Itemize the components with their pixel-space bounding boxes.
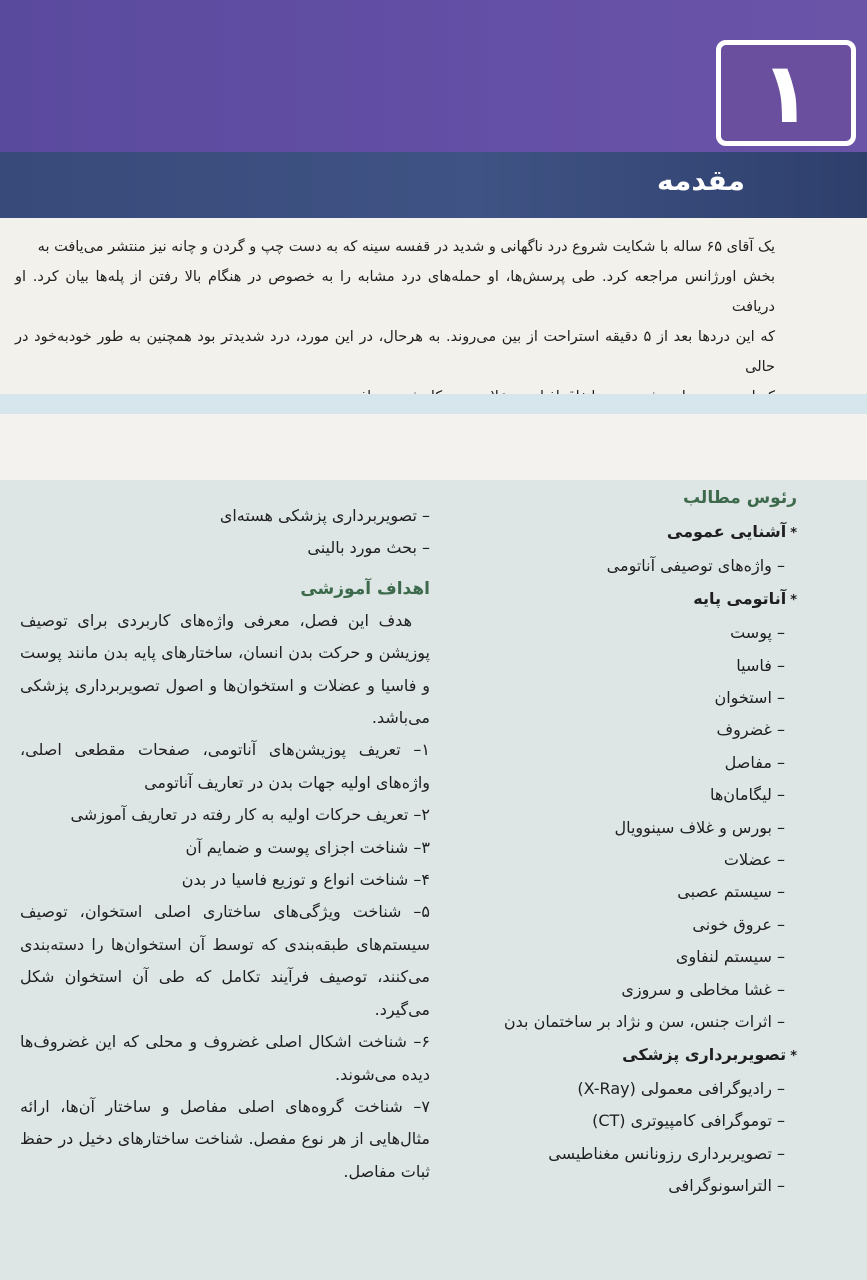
chapter-title-band <box>0 152 867 218</box>
outline-section: *تصویربرداری پزشکی <box>622 1044 797 1064</box>
case-line: بخش اورژانس مراجعه کرد. طی پرسش‌ها، او حمله‌های درد مشابه را به خصوص در هنگام بالا رفتن از پله‌ها بیان کرد. او دریافت <box>15 269 775 315</box>
objectives-heading: اهداف آموزشی <box>300 578 430 599</box>
outline-section: *آناتومی پایه <box>693 588 797 608</box>
outline-column <box>467 488 797 1203</box>
case-line: که این دردها بعد از ۵ دقیقه استراحت از بین می‌روند. به هرحال، در این مورد، درد شدیدتر بود همچنین به طور خودبه‌خود در حالی <box>15 329 775 375</box>
outline-item: – تصویربرداری رزونانس مغناطیسی <box>548 1143 785 1163</box>
objective-item: ۶– شناخت اشکال اصلی غضروف و محلی که این غضروف‌ها دیده می‌شوند. <box>20 1032 430 1084</box>
outline-item: – سیستم لنفاوی <box>675 947 785 967</box>
objective-item: ۷– شناخت گروه‌های اصلی مفاصل و ساختار آن‌ها، ارائه مثال‌هایی از هر نوع مفصل. شناخت ساختارهای دخیل در حفظ ثبات مفاصل. <box>20 1096 430 1181</box>
objective-item: ۳– شناخت اجزای پوست و ضمایم آن <box>185 837 430 857</box>
outline-item: – عضلات <box>723 850 785 870</box>
objectives-intro: هدف این فصل، معرفی واژه‌های کاربردی برای توصیف پوزیشن و حرکت بدن انسان، ساختارهای پایه بدن مانند پوست و فاسیا و عضلات و استخوان‌ها و اصول تصویربرداری پزشکی می‌باشد. <box>20 610 430 728</box>
objective-item: ۲– تعریف حرکات اولیه به کار رفته در تعاریف آموزشی <box>70 805 430 825</box>
outline-continued-item: – بحث مورد بالینی <box>307 538 430 558</box>
divider-strip <box>0 394 867 414</box>
objectives-column <box>20 500 430 1188</box>
outline-item: – رادیوگرافی معمولی (X-Ray) <box>577 1078 785 1098</box>
outline-section: *آشنایی عمومی <box>666 522 797 541</box>
outline-item: – استخوان <box>714 688 785 708</box>
outline-item: – اثرات جنس، سن و نژاد بر ساختمان بدن <box>503 1012 785 1032</box>
bullet-star-icon: * <box>790 526 797 541</box>
outline-item: – واژه‌های توصیفی آناتومی <box>606 556 785 576</box>
bullet-star-icon: * <box>790 592 797 608</box>
outline-heading: رئوس مطالب <box>682 488 797 508</box>
outline-continued-item: – تصویربرداری پزشکی هسته‌ای <box>219 506 430 525</box>
outline-item: – بورس و غلاف سینوویال <box>614 817 785 837</box>
outline-item: – التراسونوگرافی <box>668 1176 785 1196</box>
bullet-star-icon: * <box>790 1048 797 1064</box>
outline-item: – لیگامان‌ها <box>709 785 785 805</box>
outline-item: – سیستم عصبی <box>677 882 785 902</box>
chapter-number-box <box>716 40 856 146</box>
clinical-case-box <box>0 218 867 394</box>
content-area <box>0 480 867 1280</box>
objective-item: ۴– شناخت انواع و توزیع فاسیا در بدن <box>181 870 430 890</box>
outline-item: – پوست <box>730 623 785 643</box>
chapter-number: ۱ <box>760 44 812 142</box>
outline-item: – عروق خونی <box>692 914 785 934</box>
objective-item: ۵– شناخت ویژگی‌های ساختاری اصلی استخوان، توصیف سیستم‌های طبقه‌بندی که توسط آن استخوان‌ها را دسته‌بندی می‌کنند، توصیف فرآیند تکامل که طی آن استخوان شکل می‌گیرد. <box>20 902 430 1019</box>
outline-item: – مفاصل <box>724 752 785 772</box>
spacer-area <box>0 414 867 480</box>
outline-item: – توموگرافی کامپیوتری (CT) <box>592 1111 785 1131</box>
outline-item: – غضروف <box>716 720 785 740</box>
outline-item: – غشا مخاطی و سروزی <box>621 979 785 999</box>
chapter-title: مقدمه <box>657 164 745 197</box>
chapter-header <box>0 0 867 152</box>
case-line: یک آقای ۶۵ ساله با شکایت شروع درد ناگهانی و شدید در قفسه سینه که به دست چپ و گردن و چانه نیز منتشر می‌یافت به <box>37 239 775 255</box>
outline-item: – فاسیا <box>736 655 785 675</box>
objective-item: ۱– تعریف پوزیشن‌های آناتومی، صفحات مقطعی اصلی، واژه‌های اولیه جهات بدن در تعاریف آناتومی <box>20 740 430 792</box>
